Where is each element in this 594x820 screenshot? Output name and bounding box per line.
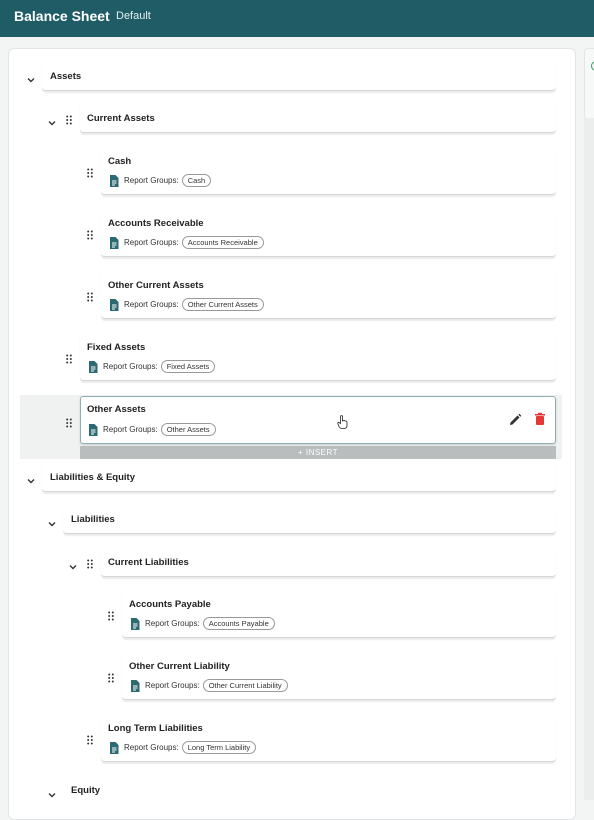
tree-node-current-liabilities[interactable] [101,548,556,577]
node-label: Other Current Assets [108,280,204,291]
drag-handle-icon[interactable] [87,559,93,569]
report-groups [109,298,264,311]
report-groups-label: Report Groups: [124,300,179,309]
node-label: Liabilities [71,514,115,525]
tree-node-other-current-assets[interactable] [101,272,556,319]
chevron-down-icon[interactable] [26,476,36,486]
node-label: Current Assets [87,113,155,124]
tree-node-current-assets[interactable] [80,104,556,133]
tree-node-liabilities[interactable] [63,505,556,534]
report-groups [88,423,216,436]
report-group-chip[interactable]: Accounts Receivable [182,236,264,249]
document-icon [88,361,98,373]
node-label: Liabilities & Equity [50,472,135,483]
page-title: Balance Sheet [14,8,110,24]
document-icon [130,618,140,630]
node-label: Accounts Payable [129,599,211,610]
node-label: Fixed Assets [87,342,146,353]
chevron-down-icon[interactable] [68,562,78,572]
delete-icon[interactable] [533,412,547,426]
node-label: Assets [50,71,82,82]
report-group-chip[interactable]: Cash [182,174,212,187]
report-groups [109,174,211,187]
drag-handle-icon[interactable] [87,735,93,745]
app-header [0,0,594,37]
tree-node-fixed-assets[interactable] [80,334,556,381]
chevron-down-icon[interactable] [47,790,57,800]
node-label: Accounts Receivable [108,218,204,229]
drag-handle-icon[interactable] [66,115,72,125]
document-icon [109,237,119,249]
tree-node-accounts-receivable[interactable] [101,210,556,257]
report-group-chip[interactable]: Other Assets [161,423,216,436]
document-icon [109,742,119,754]
tree-node-other-current-liability[interactable] [122,653,556,700]
node-label: Other Assets [87,404,146,415]
document-icon [109,175,119,187]
drag-handle-icon[interactable] [87,230,93,240]
report-groups-label: Report Groups: [145,619,200,628]
node-label: Other Current Liability [129,661,230,672]
chevron-down-icon[interactable] [26,75,36,85]
report-groups [130,679,288,692]
tree-node-equity[interactable] [63,777,556,800]
tree-node-liabilities-equity[interactable] [42,463,556,492]
chevron-down-icon[interactable] [47,519,57,529]
report-groups-label: Report Groups: [145,681,200,690]
tree-node-assets[interactable] [42,62,556,91]
report-groups-label: Report Groups: [124,238,179,247]
edit-icon[interactable] [508,413,522,427]
drag-handle-icon[interactable] [66,354,72,364]
hand-cursor-icon [337,415,348,429]
node-label: Current Liabilities [108,557,189,568]
scrollbar[interactable] [584,118,594,800]
node-label: Equity [71,785,101,796]
report-group-chip[interactable]: Other Current Liability [203,679,288,692]
drag-handle-icon[interactable] [87,292,93,302]
tree-node-cash[interactable] [101,148,556,195]
report-group-chip[interactable]: Long Term Liability [182,741,256,754]
drag-handle-icon[interactable] [108,673,114,683]
node-label: Long Term Liabilities [108,723,203,734]
tree-node-other-assets[interactable] [80,396,556,444]
tree-node-accounts-payable[interactable] [122,591,556,638]
report-group-chip[interactable]: Other Current Assets [182,298,264,311]
report-groups-label: Report Groups: [124,176,179,185]
report-groups [109,741,256,754]
drag-handle-icon[interactable] [87,168,93,178]
side-panel [584,48,594,120]
report-group-chip[interactable]: Accounts Payable [203,617,275,630]
chevron-down-icon[interactable] [47,118,57,128]
drag-handle-icon[interactable] [108,611,114,621]
node-label: Cash [108,156,132,167]
report-groups-label: Report Groups: [103,362,158,371]
report-groups [88,360,215,373]
document-icon [109,299,119,311]
insert-button[interactable]: + INSERT [80,446,556,459]
page-subtitle: Default [116,10,151,22]
report-groups-label: Report Groups: [124,743,179,752]
document-icon [130,680,140,692]
report-groups [109,236,264,249]
report-groups-label: Report Groups: [103,425,158,434]
report-groups [130,617,275,630]
report-group-chip[interactable]: Fixed Assets [161,360,216,373]
drag-handle-icon[interactable] [66,418,72,428]
tree-node-long-term-liabilities[interactable] [101,715,556,762]
document-icon [88,424,98,436]
